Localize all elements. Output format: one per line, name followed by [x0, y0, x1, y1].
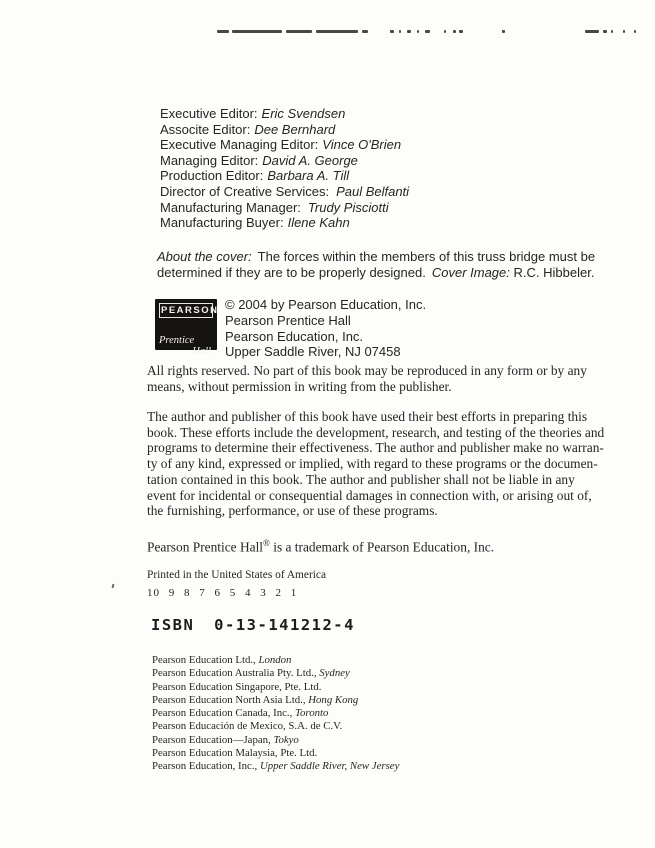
staff-name: Vince O'Brien	[322, 137, 402, 153]
office-item	[152, 694, 399, 707]
office-item	[152, 667, 399, 680]
scan-artifact-dash	[611, 30, 613, 33]
printed-line: Printed in the United States of America	[147, 569, 327, 581]
scan-artifact-dash	[459, 30, 463, 33]
office-item	[152, 734, 399, 747]
disclaimer-paragraph	[147, 409, 604, 519]
copyright-line: Pearson Prentice Hall	[225, 312, 351, 328]
impression-line: 10 9 8 7 6 5 4 3 2 1	[147, 587, 298, 599]
staff-row	[160, 168, 409, 184]
staff-name: Barbara A. Till	[267, 168, 350, 184]
copyright-block	[225, 297, 426, 360]
scan-artifact-dash	[407, 30, 411, 33]
scan-artifact-dash	[634, 30, 636, 33]
copyright-line: Pearson Education, Inc.	[225, 328, 364, 344]
scan-artifact-dash	[390, 30, 394, 33]
scan-artifact-dash	[232, 30, 282, 33]
rights-line: means, without permission in writing from the publisher.	[147, 379, 452, 394]
disclaimer-line: programs to determine their effectiveness. The author and publisher make no warran-	[147, 440, 604, 456]
about-cover-note	[157, 249, 595, 281]
scan-artifact-dash	[362, 30, 368, 33]
staff-row	[160, 122, 409, 138]
registered-mark-icon: ®	[263, 538, 270, 548]
office-name: Pearson Education Singapore, Pte. Ltd.	[152, 680, 322, 693]
scan-artifact-dash	[425, 30, 430, 33]
staff-role: Managing Editor:	[160, 152, 259, 168]
scan-artifact-dash	[502, 30, 505, 33]
staff-role: Executive Managing Editor:	[160, 137, 319, 153]
office-name: Pearson Education North Asia Ltd.,	[152, 693, 309, 706]
office-city: Sydney	[319, 667, 350, 680]
copyright-line: Upper Saddle River, NJ 07458	[225, 344, 401, 360]
staff-name: David A. George	[262, 152, 358, 168]
staff-role: Associte Editor:	[160, 121, 251, 137]
office-item	[152, 720, 399, 733]
office-name: Pearson Education—Japan,	[152, 733, 274, 746]
disclaimer-line: The author and publisher of this book have used their best efforts in preparing this	[147, 409, 588, 424]
about-cover-line	[157, 265, 595, 281]
disclaimer-line: the furnishing, performance, or use of these programs.	[147, 503, 438, 519]
scan-artifact-dash	[603, 30, 607, 33]
scan-artifact-dash	[417, 30, 419, 33]
office-city: London	[258, 654, 292, 666]
office-item	[152, 760, 399, 773]
office-item	[152, 681, 399, 694]
rights-notice	[147, 363, 587, 395]
scan-artifact-dash	[444, 30, 446, 33]
staff-credits-list	[160, 106, 409, 231]
staff-role: Manufacturing Manager:	[160, 199, 301, 215]
office-city: Hong Kong	[308, 693, 359, 706]
staff-row	[160, 106, 409, 122]
office-name: Pearson Educación de Mexico, S.A. de C.V.	[152, 720, 343, 733]
office-name: Pearson Education Malaysia, Pte. Ltd.	[152, 747, 318, 760]
office-name: Pearson Education Canada, Inc.,	[152, 707, 296, 720]
scan-artifact-dash	[286, 30, 312, 33]
staff-role: Manufacturing Buyer:	[160, 215, 284, 231]
pearson-wordmark: PEARSON	[161, 305, 219, 316]
trademark-text: is a trademark of Pearson Education, Inc.	[269, 539, 495, 555]
staff-role: Executive Editor:	[160, 106, 258, 121]
staff-row	[160, 137, 409, 153]
scan-artifact-dash	[316, 30, 358, 33]
staff-role: Production Editor:	[160, 168, 264, 184]
staff-row	[160, 184, 409, 200]
rights-line: All rights reserved. No part of this book may be reproduced in any form or by any	[147, 363, 587, 378]
copyright-line: © 2004 by Pearson Education, Inc.	[225, 297, 427, 312]
office-item	[152, 707, 399, 720]
imprint-prentice: Prentice	[159, 335, 195, 346]
scan-artifact-dash	[585, 30, 599, 33]
office-name: Pearson Education Ltd.,	[152, 654, 259, 666]
staff-role: Director of Creative Services:	[160, 183, 330, 199]
isbn-number: ISBN 0-13-141212-4	[151, 616, 355, 634]
trademark-text: Pearson Prentice Hall	[147, 539, 264, 555]
staff-name: Paul Belfanti	[336, 183, 410, 199]
disclaimer-line: ty of any kind, expressed or implied, with regard to these programs or the documen-	[147, 456, 598, 472]
office-name: Pearson Education Australia Pty. Ltd.,	[152, 667, 320, 680]
scan-artifact-dash	[623, 30, 625, 33]
staff-row	[160, 215, 409, 231]
staff-name: Ilene Kahn	[287, 215, 350, 231]
about-cover-line	[157, 249, 595, 265]
office-name: Pearson Education, Inc.,	[152, 760, 260, 773]
about-cover-lead: About the cover:	[157, 249, 252, 264]
office-city: Toronto	[295, 707, 329, 720]
scan-artifact-dash	[217, 30, 229, 33]
trademark-line	[147, 538, 494, 555]
scan-artifact-mark	[112, 584, 115, 588]
office-item	[152, 747, 399, 760]
publisher-logo	[155, 299, 219, 357]
staff-row	[160, 153, 409, 169]
scan-noise-header	[0, 28, 655, 34]
disclaimer-line: event for incidental or consequential damages in connection with, or arising out of,	[147, 487, 592, 503]
disclaimer-line: book. These efforts include the development, research, and testing of the theories and	[147, 424, 605, 440]
office-city: Upper Saddle River, New Jersey	[259, 760, 400, 773]
staff-name: Eric Svendsen	[261, 106, 346, 121]
cover-image-credit: R.C. Hibbeler.	[513, 265, 595, 280]
staff-row	[160, 200, 409, 216]
scan-artifact-dash	[399, 30, 401, 33]
cover-image-label: Cover Image:	[431, 265, 510, 280]
imprint-hall: Hall	[192, 345, 211, 357]
staff-name: Trudy Pisciotti	[307, 199, 389, 215]
office-city: Tokyo	[273, 733, 299, 746]
about-cover-text: The forces within the members of this truss bridge must be	[257, 249, 596, 264]
offices-list	[152, 654, 399, 774]
office-item	[152, 654, 399, 667]
scan-artifact-dash	[453, 30, 456, 33]
disclaimer-line: tation contained in this book. The author and publisher shall not be liable in any	[147, 471, 575, 487]
about-cover-text: determined if they are to be properly designed.	[157, 265, 426, 280]
staff-name: Dee Bernhard	[254, 121, 336, 137]
